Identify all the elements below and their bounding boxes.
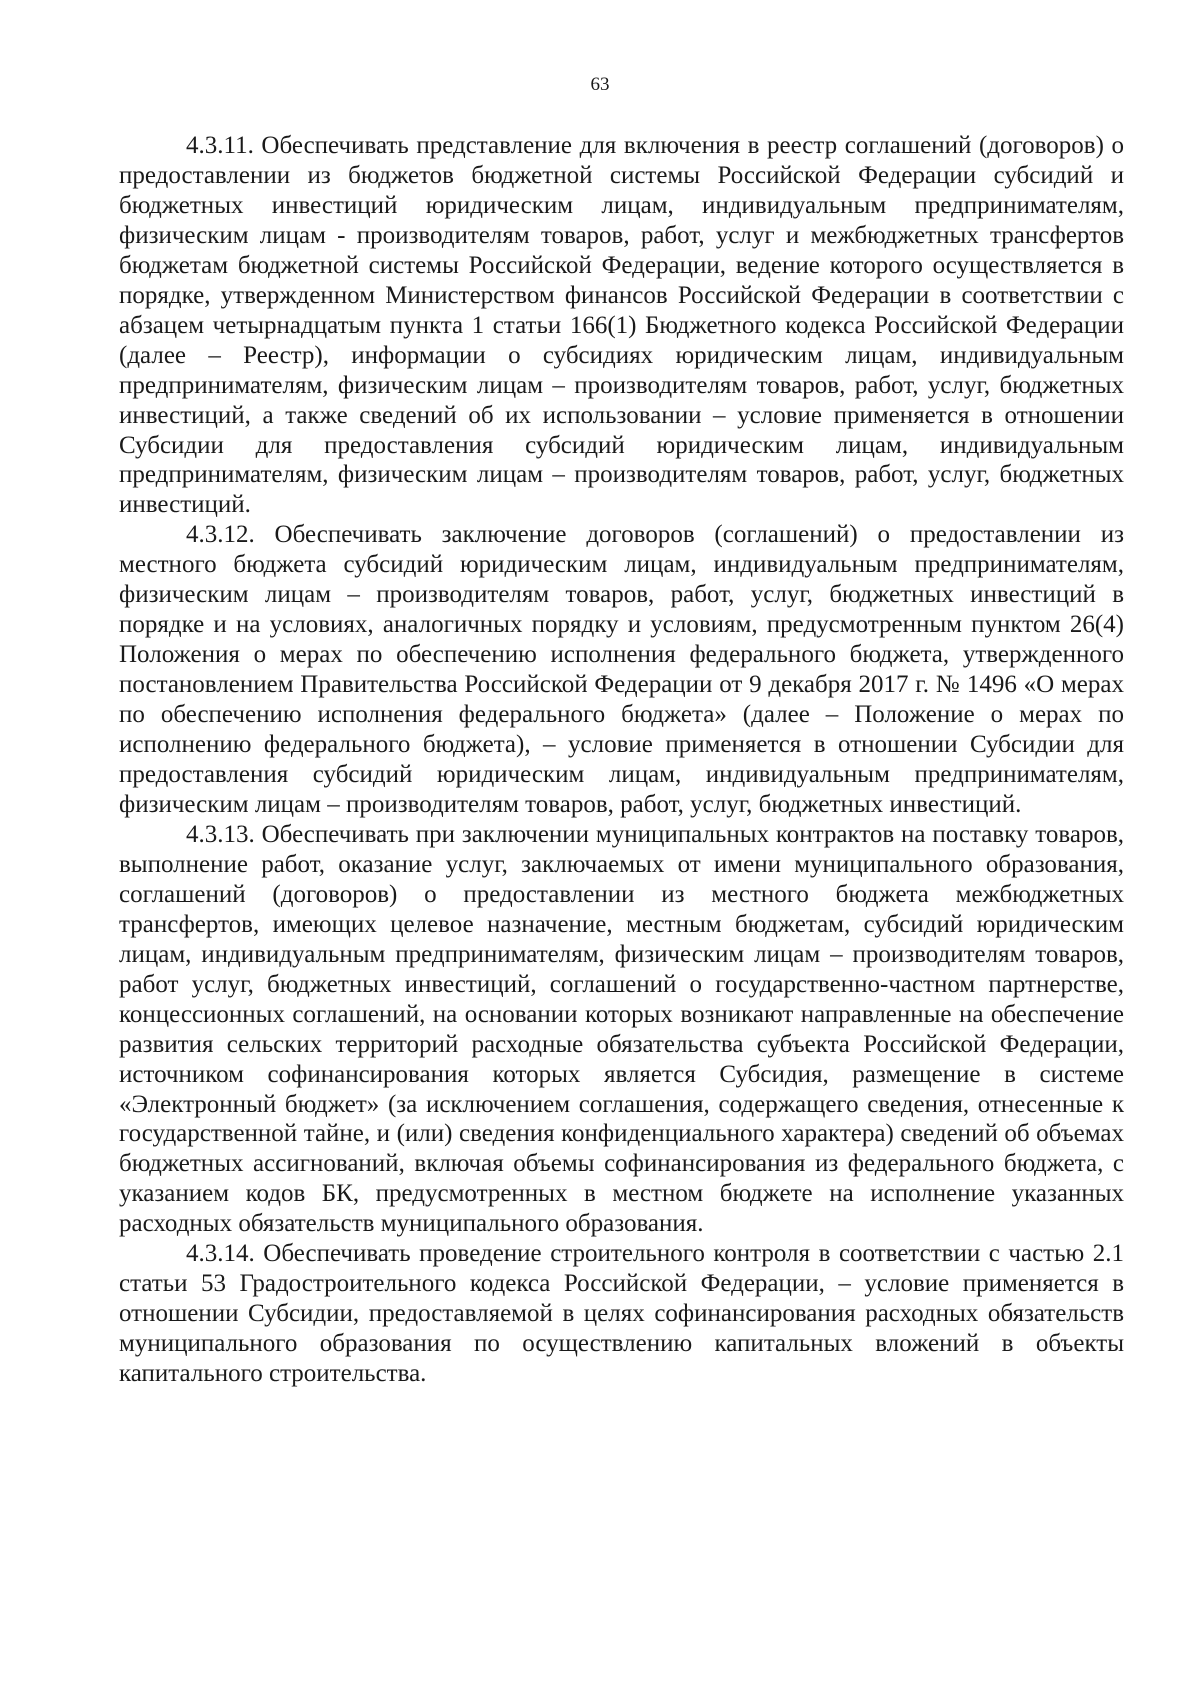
document-body xyxy=(119,131,1124,1389)
paragraph-4-3-13: 4.3.13. Обеспечивать при заключении муниципальных контрактов на поставку товаров, выполнение работ, оказание услуг, заключаемых от имени муниципального образования, соглашений (договоров) о предоставлении из местного бюджета межбюджетных трансфертов, имеющих целевое назначение, местным бюджетам, субсидий юридическим лицам, индивидуальным предпринимателям, физическим лицам – производителям товаров, работ услуг, бюджетных инвестиций, соглашений о государственно-частном партнерстве, концессионных соглашений, на основании которых возникают направленные на обеспечение развития сельских территорий расходные обязательства субъекта Российской Федерации, источником софинансирования которых является Субсидия, размещение в системе «Электронный бюджет» (за исключением соглашения, содержащего сведения, отнесенные к государственной тайне, и (или) сведения конфиденциального характера) сведений об объемах бюджетных ассигнований, включая объемы софинансирования из федерального бюджета, с указанием кодов БК, предусмотренных в местном бюджете на исполнение указанных расходных обязательств муниципального образования. xyxy=(119,820,1124,1238)
paragraph-4-3-11: 4.3.11. Обеспечивать представление для включения в реестр соглашений (договоров) о предоставлении из бюджетов бюджетной системы Российской Федерации субсидий и бюджетных инвестиций юридическим лицам, индивидуальным предпринимателям, физическим лицам - производителям товаров, работ, услуг и межбюджетных трансфертов бюджетам бюджетной системы Российской Федерации, ведение которого осуществляется в порядке, утвержденном Министерством финансов Российской Федерации в соответствии с абзацем четырнадцатым пункта 1 статьи 166(1) Бюджетного кодекса Российской Федерации (далее – Реестр), информации о субсидиях юридическим лицам, индивидуальным предпринимателям, физическим лицам – производителям товаров, работ, услуг, бюджетных инвестиций, а также сведений об их использовании – условие применяется в отношении Субсидии для предоставления субсидий юридическим лицам, индивидуальным предпринимателям, физическим лицам – производителям товаров, работ, услуг, бюджетных инвестиций. xyxy=(119,132,1124,519)
page-number: 63 xyxy=(590,74,610,95)
paragraph-4-3-12: 4.3.12. Обеспечивать заключение договоров (соглашений) о предоставлении из местного бюджета субсидий юридическим лицам, индивидуальным предпринимателям, физическим лицам – производителям товаров, работ, услуг, бюджетных инвестиций в порядке и на условиях, аналогичных порядку и условиям, предусмотренным пунктом 26(4) Положения о мерах по обеспечению исполнения федерального бюджета, утвержденного постановлением Правительства Российской Федерации от 9 декабря 2017 г. № 1496 «О мерах по обеспечению исполнения федерального бюджета» (далее – Положение о мерах по исполнению федерального бюджета), – условие применяется в отношении Субсидии для предоставления субсидий юридическим лицам, индивидуальным предпринимателям, физическим лицам – производителям товаров, работ, услуг, бюджетных инвестиций. xyxy=(119,521,1124,818)
paragraph-4-3-14: 4.3.14. Обеспечивать проведение строительного контроля в соответствии с частью 2.1 статьи 53 Градостроительного кодекса Российской Федерации, – условие применяется в отношении Субсидии, предоставляемой в целях софинансирования расходных обязательств муниципального образования по осуществлению капитальных вложений в объекты капитального строительства. xyxy=(119,1240,1124,1388)
